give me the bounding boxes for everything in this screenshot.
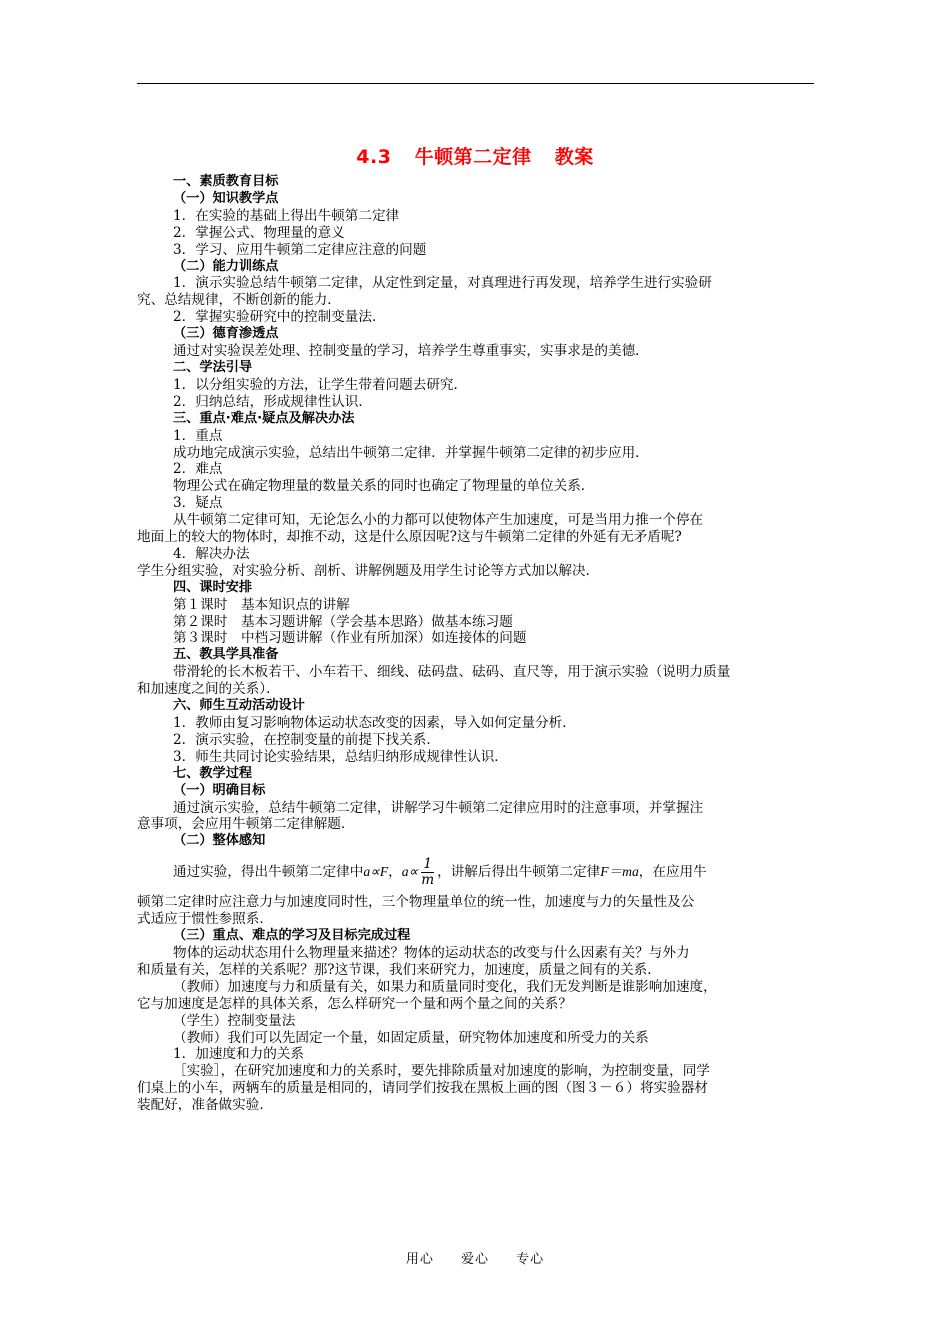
formula-sep: ， bbox=[388, 863, 402, 880]
text-line: 式适应于惯性参照系． bbox=[137, 911, 273, 928]
section-heading: 五、教具学具准备 bbox=[173, 647, 279, 663]
document-body bbox=[137, 174, 817, 1114]
page-footer bbox=[0, 1248, 950, 1267]
section-heading: （三）重点、难点的学习及目标完成过程 bbox=[173, 928, 411, 944]
text-line: 3．师生共同讨论实验结果，总结归纳形成规律性认识． bbox=[173, 748, 508, 765]
fraction-one-over-m bbox=[421, 857, 434, 888]
text-line: 1．教师由复习影响物体运动状态改变的因素，导入如何定量分析． bbox=[173, 715, 576, 731]
section-heading: （二）整体感知 bbox=[173, 833, 266, 849]
text-line: 们桌上的小车，两辆车的质量是相同的，请同学们按我在黑板上画的图（图３－６）将实验器材 bbox=[137, 1080, 708, 1097]
text-line: 2．演示实验，在控制变量的前提下找关系． bbox=[173, 731, 440, 748]
formula-pre: 通过实验，得出牛顿第二定律中 bbox=[173, 863, 364, 880]
title-number: 4.3 bbox=[356, 146, 392, 168]
formula-post: ，在应用牛 bbox=[638, 863, 707, 880]
text-line: 2．难点 bbox=[173, 461, 223, 478]
section-heading: 七、教学过程 bbox=[173, 765, 253, 781]
text-line: 1．以分组实验的方法，让学生带着问题去研究． bbox=[173, 376, 468, 393]
title-tag: 教案 bbox=[554, 146, 594, 168]
fraction-denominator: m bbox=[421, 871, 435, 888]
text-line: 第３课时 中档习题讲解（作业有所加深）如连接体的问题 bbox=[173, 630, 527, 647]
text-line: 4．解决办法 bbox=[173, 545, 250, 562]
text-line: 2．归纳总结，形成规律性认识． bbox=[173, 393, 372, 410]
section-heading: 一、素质教育目标 bbox=[173, 174, 279, 189]
text-line: （教师）我们可以先固定一个量，如固定质量，研究物体加速度和所受力的关系 bbox=[173, 1029, 649, 1046]
text-block-1 bbox=[137, 174, 817, 850]
header-rule bbox=[137, 83, 814, 84]
formula-line bbox=[137, 850, 817, 894]
text-line: 它与加速度是怎样的具体关系，怎么样研究一个量和两个量之间的关系？ bbox=[137, 995, 572, 1012]
section-heading: 六、师生互动活动设计 bbox=[173, 698, 305, 714]
text-line: 2．掌握公式、物理量的意义 bbox=[173, 224, 345, 241]
text-line: 带滑轮的长木板若干、小车若干、细线、砝码盘、砝码、直尺等，用于演示实验（说明力质量 bbox=[173, 664, 731, 681]
text-line: 3．学习、应用牛顿第二定律应注意的问题 bbox=[173, 241, 427, 258]
text-line: 1．演示实验总结牛顿第二定律，从定性到定量，对真理进行再发现，培养学生进行实验研 bbox=[173, 275, 712, 292]
text-line: 通过演示实验，总结牛顿第二定律，讲解学习牛顿第二定律应用时的注意事项，并掌握注 bbox=[173, 799, 704, 816]
text-line: 2．掌握实验研究中的控制变量法． bbox=[173, 309, 386, 326]
text-line: 1．在实验的基础上得出牛顿第二定律 bbox=[173, 207, 400, 224]
formula-a-prop: a∝ bbox=[401, 863, 419, 879]
text-line: 地面上的较大的物体时，却推不动，这是什么原因呢?这与牛顿第二定律的外延有无矛盾呢? bbox=[137, 529, 682, 546]
text-line: ［实验］，在研究加速度和力的关系时，要先排除质量对加速度的影响，为控制变量，同学 bbox=[173, 1063, 710, 1080]
text-line: （学生）控制变量法 bbox=[173, 1012, 296, 1029]
section-heading: （二）能力训练点 bbox=[173, 258, 279, 274]
section-heading: 四、课时安排 bbox=[173, 579, 253, 595]
text-line: （教师）加速度与力和质量有关，如果力和质量同时变化，我们无发判断是谁影响加速度， bbox=[173, 978, 717, 995]
text-line: 成功地完成演示实验，总结出牛顿第二定律．并掌握牛顿第二定律的初步应用． bbox=[173, 444, 649, 461]
text-line: 学生分组实验，对实验分析、剖析、讲解例题及用学生讨论等方式加以解决． bbox=[137, 562, 600, 579]
text-line: 从牛顿第二定律可知，无论怎么小的力都可以使物体产生加速度，可是当用力推一个停在 bbox=[173, 512, 704, 529]
footer-word-1: 用心 bbox=[405, 1252, 434, 1267]
formula-f-equals-ma: F＝ma bbox=[600, 863, 639, 879]
text-line: 1．加速度和力的关系 bbox=[173, 1046, 304, 1063]
text-line: 和加速度之间的关系）． bbox=[137, 681, 280, 698]
section-heading: （三）德育渗透点 bbox=[173, 326, 279, 342]
formula-mid: ，讲解后得出牛顿第二定律 bbox=[437, 863, 601, 880]
text-line: 和质量有关，怎样的关系呢？那?这节课，我们来研究力，加速度，质量之间有的关系． bbox=[137, 961, 661, 978]
text-line: 装配好，准备做实验． bbox=[137, 1097, 273, 1114]
footer-word-2: 爱心 bbox=[460, 1252, 489, 1267]
section-heading: 二、学法引导 bbox=[173, 359, 253, 375]
text-line: 1．重点 bbox=[173, 427, 223, 444]
text-line: 物理公式在确定物理量的数量关系的同时也确定了物理量的单位关系． bbox=[173, 478, 595, 495]
text-line: 通过对实验误差处理、控制变量的学习，培养学生尊重事实，实事求是的美德． bbox=[173, 343, 649, 360]
text-line: 3．疑点 bbox=[173, 495, 223, 512]
text-line: 物体的运动状态用什么物理量来描述？物体的运动状态的改变与什么因素有关？与外力 bbox=[173, 944, 690, 961]
section-heading: 三、重点·难点·疑点及解决办法 bbox=[173, 410, 355, 426]
section-heading: （一）明确目标 bbox=[173, 782, 266, 798]
title-name: 牛顿第二定律 bbox=[414, 146, 532, 168]
text-block-2 bbox=[137, 894, 817, 1114]
text-line: 究、总结规律，不断创新的能力． bbox=[137, 292, 341, 309]
page-title bbox=[0, 142, 950, 169]
text-line: 顿第二定律时应注意力与加速度同时性，三个物理量单位的统一性，加速度与力的矢量性及公 bbox=[137, 894, 695, 911]
text-line: 第２课时 基本习题讲解（学会基本思路）做基本练习题 bbox=[173, 613, 513, 630]
section-heading: （一）知识教学点 bbox=[173, 190, 279, 206]
text-line: 意事项，会应用牛顿第二定律解题． bbox=[137, 816, 355, 833]
fraction-numerator: 1 bbox=[423, 855, 432, 872]
footer-word-3: 专心 bbox=[516, 1252, 545, 1267]
formula-a-prop-f: a∝F bbox=[363, 863, 389, 879]
text-line: 第１课时 基本知识点的讲解 bbox=[173, 596, 350, 613]
